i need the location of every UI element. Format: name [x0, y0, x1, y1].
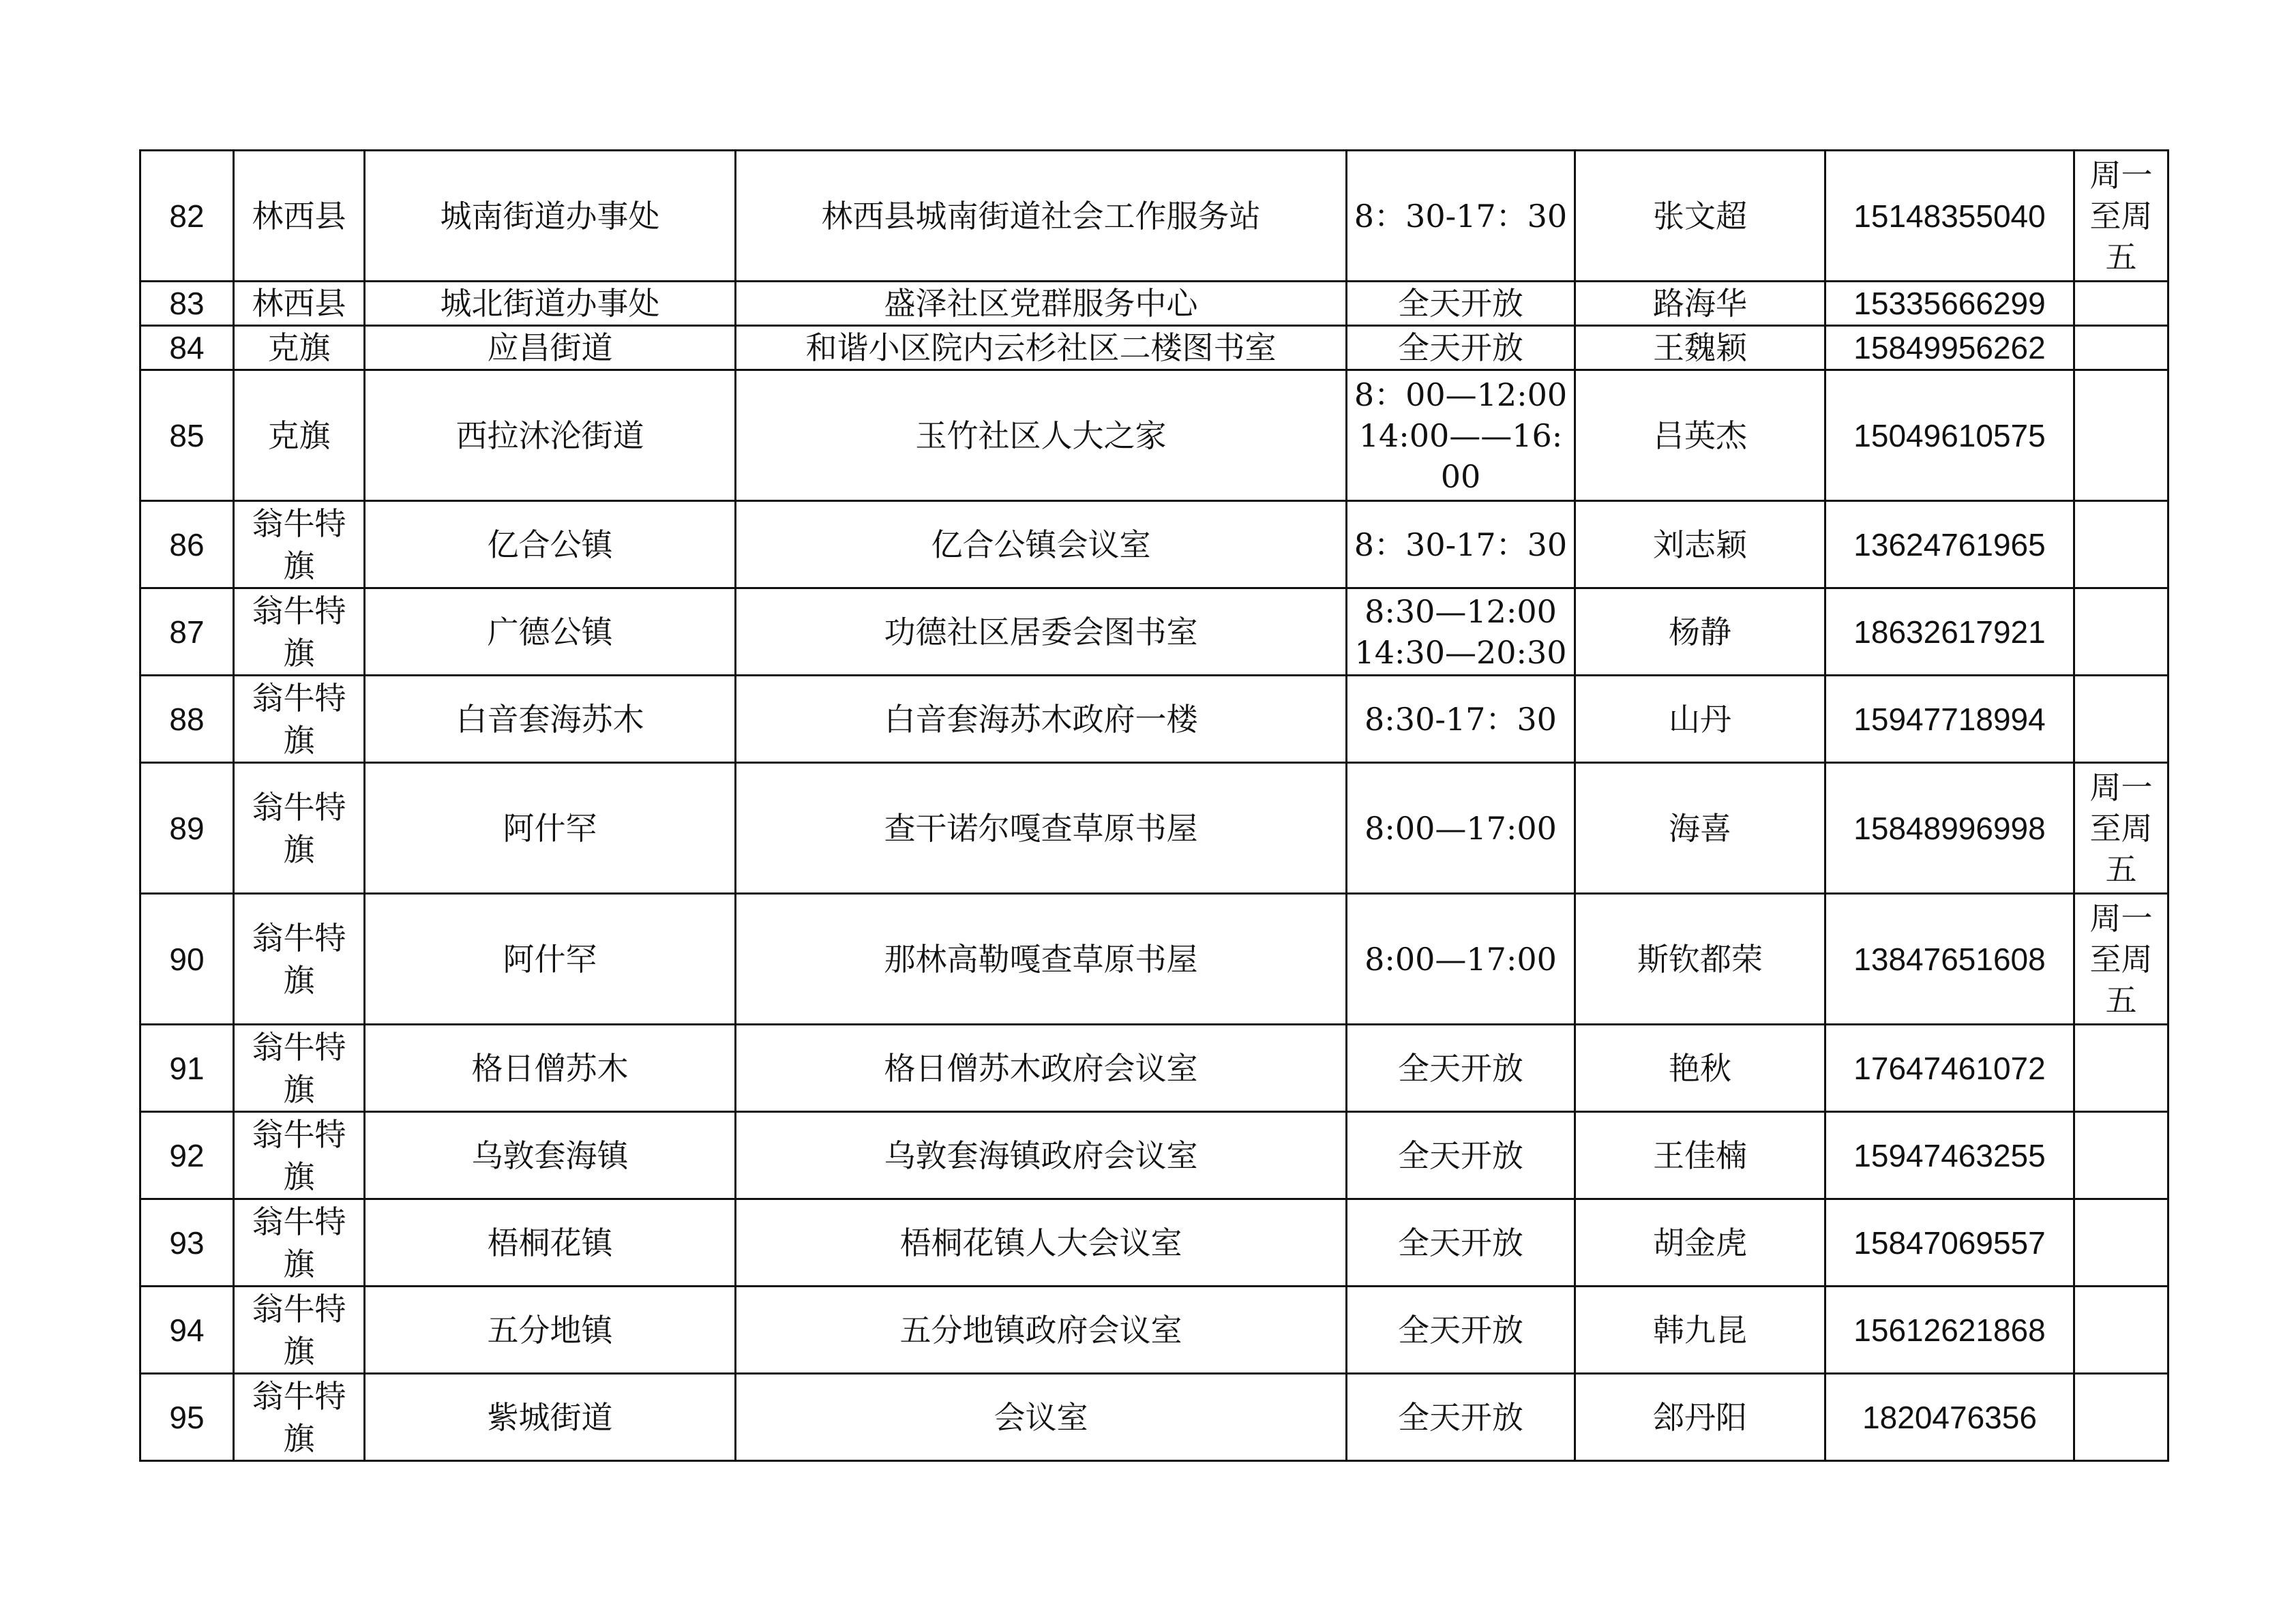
contact-cell: 王魏颖	[1575, 326, 1825, 370]
phone-cell: 15847069557	[1825, 1199, 2074, 1287]
contact-cell: 斯钦都荣	[1575, 894, 1825, 1025]
table-row	[140, 1199, 2168, 1287]
county-cell: 翁牛特旗	[234, 588, 365, 676]
table-row	[140, 1025, 2168, 1112]
contact-cell: 路海华	[1575, 282, 1825, 326]
venue-cell: 会议室	[736, 1374, 1347, 1461]
venue-cell: 乌敦套海镇政府会议室	[736, 1112, 1347, 1199]
town-cell: 紫城街道	[365, 1374, 736, 1461]
hours-cell: 8：30-17：30	[1347, 501, 1575, 588]
county-cell: 翁牛特旗	[234, 763, 365, 894]
table-row	[140, 326, 2168, 370]
phone-cell: 13624761965	[1825, 501, 2074, 588]
note-cell	[2074, 282, 2168, 326]
phone-cell: 17647461072	[1825, 1025, 2074, 1112]
county-cell: 翁牛特旗	[234, 1374, 365, 1461]
service-station-table	[139, 149, 2169, 1462]
table-row	[140, 501, 2168, 588]
venue-cell: 亿合公镇会议室	[736, 501, 1347, 588]
hours-cell: 全天开放	[1347, 282, 1575, 326]
town-cell: 西拉沐沦街道	[365, 370, 736, 501]
venue-cell: 盛泽社区党群服务中心	[736, 282, 1347, 326]
note-cell	[2074, 1112, 2168, 1199]
phone-cell: 15612621868	[1825, 1287, 2074, 1374]
town-cell: 格日僧苏木	[365, 1025, 736, 1112]
contact-cell: 海喜	[1575, 763, 1825, 894]
hours-cell: 8:30-17：30	[1347, 676, 1575, 763]
table-row	[140, 151, 2168, 282]
row-number: 87	[140, 588, 234, 676]
table-row	[140, 1374, 2168, 1461]
venue-cell: 白音套海苏木政府一楼	[736, 676, 1347, 763]
phone-cell: 18632617921	[1825, 588, 2074, 676]
venue-cell: 查干诺尔嘎查草原书屋	[736, 763, 1347, 894]
note-cell	[2074, 1374, 2168, 1461]
contact-cell: 刘志颖	[1575, 501, 1825, 588]
contact-cell: 艳秋	[1575, 1025, 1825, 1112]
county-cell: 翁牛特旗	[234, 1199, 365, 1287]
venue-cell: 玉竹社区人大之家	[736, 370, 1347, 501]
table-row	[140, 1112, 2168, 1199]
county-cell: 翁牛特旗	[234, 676, 365, 763]
row-number: 86	[140, 501, 234, 588]
row-number: 85	[140, 370, 234, 501]
town-cell: 广德公镇	[365, 588, 736, 676]
table-body	[140, 151, 2168, 1461]
phone-cell: 15049610575	[1825, 370, 2074, 501]
county-cell: 林西县	[234, 151, 365, 282]
hours-cell: 8：00—12:00 14:00——16:00	[1347, 370, 1575, 501]
county-cell: 翁牛特旗	[234, 1112, 365, 1199]
table-row	[140, 763, 2168, 894]
row-number: 88	[140, 676, 234, 763]
town-cell: 梧桐花镇	[365, 1199, 736, 1287]
row-number: 95	[140, 1374, 234, 1461]
contact-cell: 杨静	[1575, 588, 1825, 676]
hours-cell: 8：30-17：30	[1347, 151, 1575, 282]
contact-cell: 韩九昆	[1575, 1287, 1825, 1374]
table-row	[140, 676, 2168, 763]
town-cell: 乌敦套海镇	[365, 1112, 736, 1199]
county-cell: 翁牛特旗	[234, 1025, 365, 1112]
contact-cell: 张文超	[1575, 151, 1825, 282]
row-number: 91	[140, 1025, 234, 1112]
hours-cell: 8:30—12:00 14:30—20:30	[1347, 588, 1575, 676]
row-number: 93	[140, 1199, 234, 1287]
row-number: 92	[140, 1112, 234, 1199]
town-cell: 白音套海苏木	[365, 676, 736, 763]
phone-cell: 15947463255	[1825, 1112, 2074, 1199]
note-cell	[2074, 1025, 2168, 1112]
venue-cell: 功德社区居委会图书室	[736, 588, 1347, 676]
row-number: 84	[140, 326, 234, 370]
note-cell	[2074, 370, 2168, 501]
note-cell	[2074, 501, 2168, 588]
note-cell	[2074, 1287, 2168, 1374]
county-cell: 林西县	[234, 282, 365, 326]
note-cell: 周一至周五	[2074, 151, 2168, 282]
phone-cell: 1820476356	[1825, 1374, 2074, 1461]
venue-cell: 五分地镇政府会议室	[736, 1287, 1347, 1374]
contact-cell: 吕英杰	[1575, 370, 1825, 501]
venue-cell: 梧桐花镇人大会议室	[736, 1199, 1347, 1287]
phone-cell: 15148355040	[1825, 151, 2074, 282]
county-cell: 翁牛特旗	[234, 894, 365, 1025]
county-cell: 克旗	[234, 370, 365, 501]
row-number: 90	[140, 894, 234, 1025]
contact-cell: 胡金虎	[1575, 1199, 1825, 1287]
table-row	[140, 894, 2168, 1025]
note-cell: 周一至周五	[2074, 894, 2168, 1025]
hours-cell: 全天开放	[1347, 1199, 1575, 1287]
phone-cell: 15947718994	[1825, 676, 2074, 763]
note-cell	[2074, 588, 2168, 676]
town-cell: 五分地镇	[365, 1287, 736, 1374]
town-cell: 阿什罕	[365, 763, 736, 894]
contact-cell: 王佳楠	[1575, 1112, 1825, 1199]
row-number: 94	[140, 1287, 234, 1374]
phone-cell: 15335666299	[1825, 282, 2074, 326]
hours-cell: 8:00—17:00	[1347, 763, 1575, 894]
venue-cell: 和谐小区院内云杉社区二楼图书室	[736, 326, 1347, 370]
hours-cell: 全天开放	[1347, 1374, 1575, 1461]
table-row	[140, 588, 2168, 676]
hours-cell: 全天开放	[1347, 1025, 1575, 1112]
town-cell: 阿什罕	[365, 894, 736, 1025]
note-cell	[2074, 676, 2168, 763]
county-cell: 翁牛特旗	[234, 1287, 365, 1374]
table-row	[140, 370, 2168, 501]
table-row	[140, 282, 2168, 326]
row-number: 83	[140, 282, 234, 326]
hours-cell: 8:00—17:00	[1347, 894, 1575, 1025]
note-cell	[2074, 1199, 2168, 1287]
town-cell: 城北街道办事处	[365, 282, 736, 326]
row-number: 82	[140, 151, 234, 282]
hours-cell: 全天开放	[1347, 326, 1575, 370]
hours-cell: 全天开放	[1347, 1287, 1575, 1374]
contact-cell: 郐丹阳	[1575, 1374, 1825, 1461]
venue-cell: 林西县城南街道社会工作服务站	[736, 151, 1347, 282]
county-cell: 翁牛特旗	[234, 501, 365, 588]
town-cell: 亿合公镇	[365, 501, 736, 588]
phone-cell: 15849956262	[1825, 326, 2074, 370]
phone-cell: 15848996998	[1825, 763, 2074, 894]
town-cell: 应昌街道	[365, 326, 736, 370]
venue-cell: 那林高勒嘎查草原书屋	[736, 894, 1347, 1025]
phone-cell: 13847651608	[1825, 894, 2074, 1025]
note-cell	[2074, 326, 2168, 370]
note-cell: 周一至周五	[2074, 763, 2168, 894]
contact-cell: 山丹	[1575, 676, 1825, 763]
venue-cell: 格日僧苏木政府会议室	[736, 1025, 1347, 1112]
hours-cell: 全天开放	[1347, 1112, 1575, 1199]
county-cell: 克旗	[234, 326, 365, 370]
town-cell: 城南街道办事处	[365, 151, 736, 282]
row-number: 89	[140, 763, 234, 894]
table-row	[140, 1287, 2168, 1374]
